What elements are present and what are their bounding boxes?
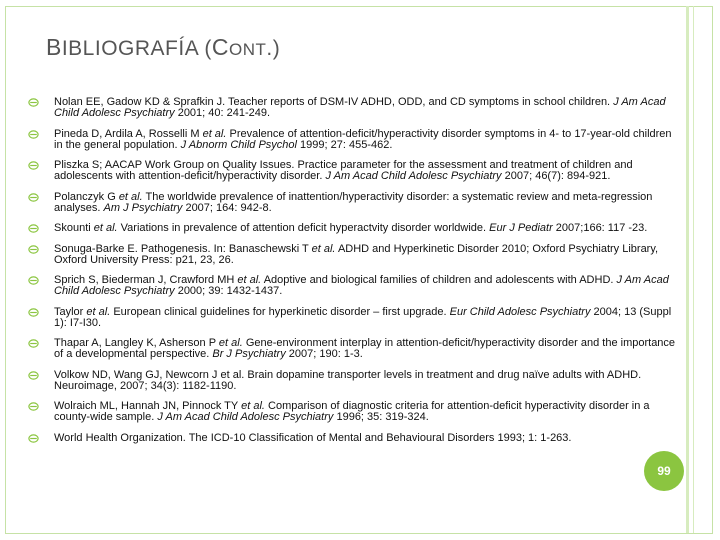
ref-text: 2001; 40: 241-249.	[174, 107, 271, 119]
ref-italic: Br J Psychiatry	[212, 348, 286, 360]
ref-italic: J Am Acad Child Adolesc Psychiatry	[54, 274, 669, 297]
bullet-icon	[28, 308, 39, 317]
reference-item	[27, 275, 677, 297]
reference-item	[27, 223, 677, 234]
slide-title: BIBLIOGRAFÍA (CONT.)	[46, 34, 281, 60]
ref-text: ADHD and Hyperkinetic Disorder 2010; Oxford Psychiatry Library, Oxford University Press: p21, 23, 26.	[54, 242, 659, 266]
bullet-icon	[28, 339, 39, 348]
ref-text: 1996; 35: 319-324.	[333, 411, 429, 423]
reference-item	[27, 192, 677, 214]
reference-item	[27, 433, 677, 444]
bullet-icon	[28, 434, 39, 443]
frame-stripe-thin	[693, 6, 694, 533]
bullet-icon	[28, 402, 39, 411]
ref-italic: et al.	[202, 127, 227, 140]
reference-item	[27, 338, 677, 360]
ref-text: Pliszka S; AACAP Work Group on Quality Issues. Practice parameter for the assessment and treatment of children and adolescents with attention-deficit/hyperactivity disorder.	[54, 159, 633, 182]
ref-text: Sprich S, Biederman J, Crawford MH	[54, 274, 238, 286]
ref-italic: Am J Psychiatry	[103, 201, 183, 214]
ref-text: 2007; 164: 942-8.	[182, 201, 272, 214]
ref-text: 2007; 190: 1-3.	[285, 348, 363, 360]
bullet-icon	[28, 193, 39, 202]
ref-text: Variations in prevalence of attention deficit hyperactvity disorder worldwide.	[117, 222, 490, 234]
bullet-icon	[28, 371, 39, 380]
ref-text: Wolraich ML, Hannah JN, Pinnock TY	[54, 400, 242, 412]
ref-italic: et al.	[237, 274, 262, 286]
ref-text: Sonuga-Barke E. Pathogenesis. In: Banaschewski T	[54, 242, 312, 255]
bullet-icon	[28, 276, 39, 285]
reference-item	[27, 160, 677, 182]
ref-italic: Eur J Pediatr	[489, 222, 553, 234]
reference-list	[27, 97, 677, 453]
ref-text: World Health Organization. The ICD-10 Classification of Mental and Behavioural Disorders 1993; 1: 1-263.	[54, 431, 572, 444]
ref-text: 2007; 46(7): 894-921.	[501, 170, 611, 182]
ref-italic: et al.	[311, 242, 336, 255]
ref-text: Comparison of diagnostic criteria for attention-deficit hyperactivity disorder in a county-wide sample.	[54, 400, 650, 423]
ref-italic: J Abnorm Child Psychol	[180, 138, 297, 151]
reference-item	[27, 307, 677, 329]
bullet-icon	[28, 161, 39, 170]
ref-text: 2000; 39: 1432-1437.	[174, 285, 283, 297]
ref-italic: J Am Acad Child Adolesc Psychiatry	[54, 96, 666, 119]
ref-text: Gene-environment interplay in attention-deficit/hyperactivity disorder and the importance of a developmental perspective.	[54, 337, 676, 360]
ref-text: Polanczyk G	[54, 190, 119, 203]
bullet-icon	[28, 98, 39, 107]
ref-italic: J Am Acad Child Adolesc Psychiatry	[325, 170, 502, 182]
frame-stripe	[686, 6, 689, 533]
ref-text: Pineda D, Ardila A, Rosselli M	[54, 127, 203, 140]
reference-item	[27, 97, 677, 119]
ref-italic: et al.	[218, 337, 243, 349]
ref-text: Skounti	[54, 222, 94, 234]
ref-italic: et al.	[118, 190, 143, 203]
bullet-icon	[28, 130, 39, 139]
ref-italic: et al.	[86, 305, 111, 318]
ref-text: 2007;166: 117 -23.	[552, 222, 648, 234]
bullet-icon	[28, 245, 39, 254]
ref-text: European clinical guidelines for hyperkinetic disorder – first upgrade.	[110, 305, 450, 318]
ref-text: Thapar A, Langley K, Asherson P	[54, 337, 219, 349]
ref-italic: J Am Acad Child Adolesc Psychiatry	[157, 411, 334, 423]
ref-text: Prevalence of attention-deficit/hyperactivity disorder symptoms in 4- to 17-year-old children in the general population.	[54, 127, 672, 151]
reference-item	[27, 244, 677, 266]
ref-italic: et al.	[93, 222, 118, 234]
reference-item	[27, 370, 677, 392]
page-number-badge: 99	[644, 451, 684, 491]
ref-text: 2004; 13 (Suppl 1): I7-I30.	[54, 305, 672, 329]
ref-text: Nolan EE, Gadow KD & Sprafkin J. Teacher reports of DSM-IV ADHD, ODD, and CD symptoms in school children.	[54, 96, 614, 108]
ref-italic: et al.	[241, 400, 265, 412]
ref-text: Taylor	[54, 305, 87, 318]
ref-italic: Eur Child Adolesc Psychiatry	[449, 305, 591, 318]
ref-text: Volkow ND, Wang GJ, Newcorn J et al. Brain dopamine transporter levels in treatment and drug naïve adults with ADHD. Neuroimage, 2007; 34(3): 1182-1190.	[54, 368, 642, 392]
ref-text: 1999; 27: 455-462.	[296, 138, 393, 151]
ref-text: Adoptive and biological families of children and adolescents with ADHD.	[261, 274, 617, 286]
ref-text: The worldwide prevalence of inattention/hyperactivity disorder: a systematic review and meta-regression analyses.	[54, 190, 653, 214]
reference-item	[27, 129, 677, 151]
reference-item	[27, 401, 677, 423]
bullet-icon	[28, 224, 39, 233]
